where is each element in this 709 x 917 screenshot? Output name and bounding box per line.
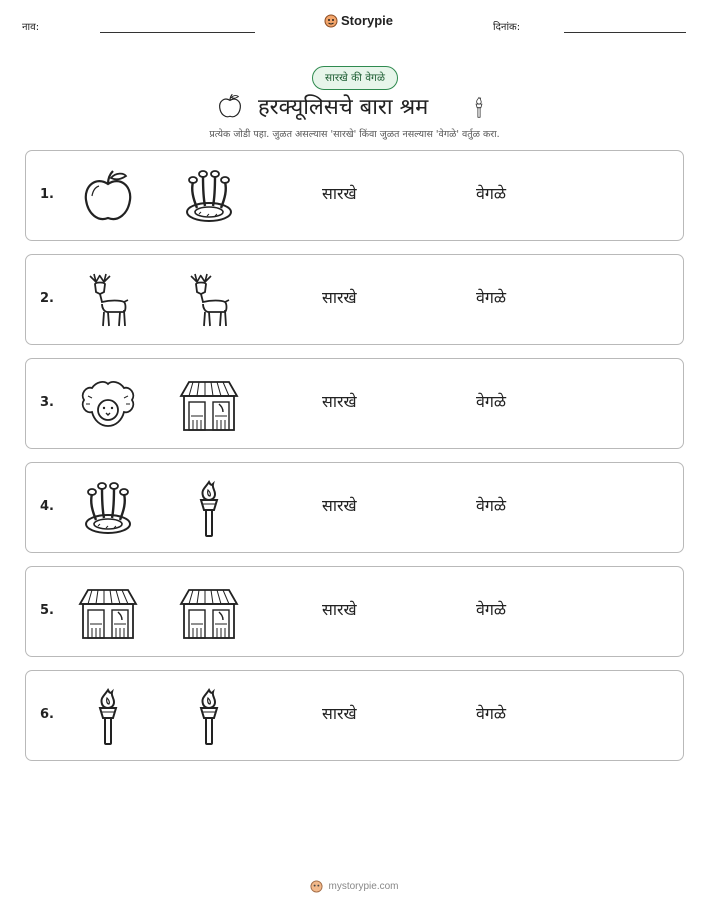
question-card	[25, 462, 684, 553]
question-card	[25, 358, 684, 449]
stable-icon	[78, 582, 138, 642]
question-card	[25, 670, 684, 761]
instructions: प्रत्येक जोडी पहा. जुळत असल्यास 'सारखे' किंवा जुळत नसल्यास 'वेगळे' वर्तुळ करा.	[209, 129, 500, 140]
different-option[interactable]: वेगळे	[476, 600, 507, 619]
hydra-icon	[179, 166, 239, 226]
date-label: दिनांक:	[493, 22, 521, 33]
stable-icon	[179, 582, 239, 642]
worksheet-type-badge: सारखे की वेगळे	[312, 66, 398, 90]
same-option[interactable]: सारखे	[322, 184, 357, 203]
different-option[interactable]: वेगळे	[476, 704, 507, 723]
same-option[interactable]: सारखे	[322, 288, 357, 307]
question-card	[25, 254, 684, 345]
apple-icon	[78, 166, 138, 226]
torch-icon	[468, 90, 490, 124]
different-option[interactable]: वेगळे	[476, 184, 507, 203]
title-row	[0, 88, 709, 124]
lion-pelt-icon	[78, 374, 138, 434]
footer-url: mystorypie.com	[328, 881, 399, 892]
different-option[interactable]: वेगळे	[476, 288, 507, 307]
footer	[0, 880, 709, 893]
different-option[interactable]: वेगळे	[476, 392, 507, 411]
question-number: 6.	[40, 707, 54, 722]
page-title: हरक्यूलिसचे बारा श्रम	[258, 95, 429, 120]
storypie-mascot-icon	[310, 880, 323, 893]
different-option[interactable]: वेगळे	[476, 496, 507, 515]
same-option[interactable]: सारखे	[322, 704, 357, 723]
stable-icon	[179, 374, 239, 434]
name-label: नाव:	[22, 22, 40, 33]
question-number: 1.	[40, 187, 54, 202]
brand-logo	[324, 13, 393, 28]
question-number: 3.	[40, 395, 54, 410]
question-card	[25, 150, 684, 241]
same-option[interactable]: सारखे	[322, 600, 357, 619]
torch-icon	[78, 686, 138, 746]
deer-icon	[78, 270, 138, 330]
brand-name: Storypie	[341, 13, 394, 28]
name-blank-line[interactable]	[100, 32, 255, 33]
question-number: 5.	[40, 603, 54, 618]
hydra-icon	[78, 478, 138, 538]
question-number: 4.	[40, 499, 54, 514]
deer-icon	[179, 270, 239, 330]
question-number: 2.	[40, 291, 54, 306]
date-blank-line[interactable]	[564, 32, 686, 33]
same-option[interactable]: सारखे	[322, 496, 357, 515]
storypie-mascot-icon	[324, 14, 338, 28]
question-card	[25, 566, 684, 657]
apple-icon	[216, 90, 244, 122]
same-option[interactable]: सारखे	[322, 392, 357, 411]
torch-icon	[179, 478, 239, 538]
torch-icon	[179, 686, 239, 746]
